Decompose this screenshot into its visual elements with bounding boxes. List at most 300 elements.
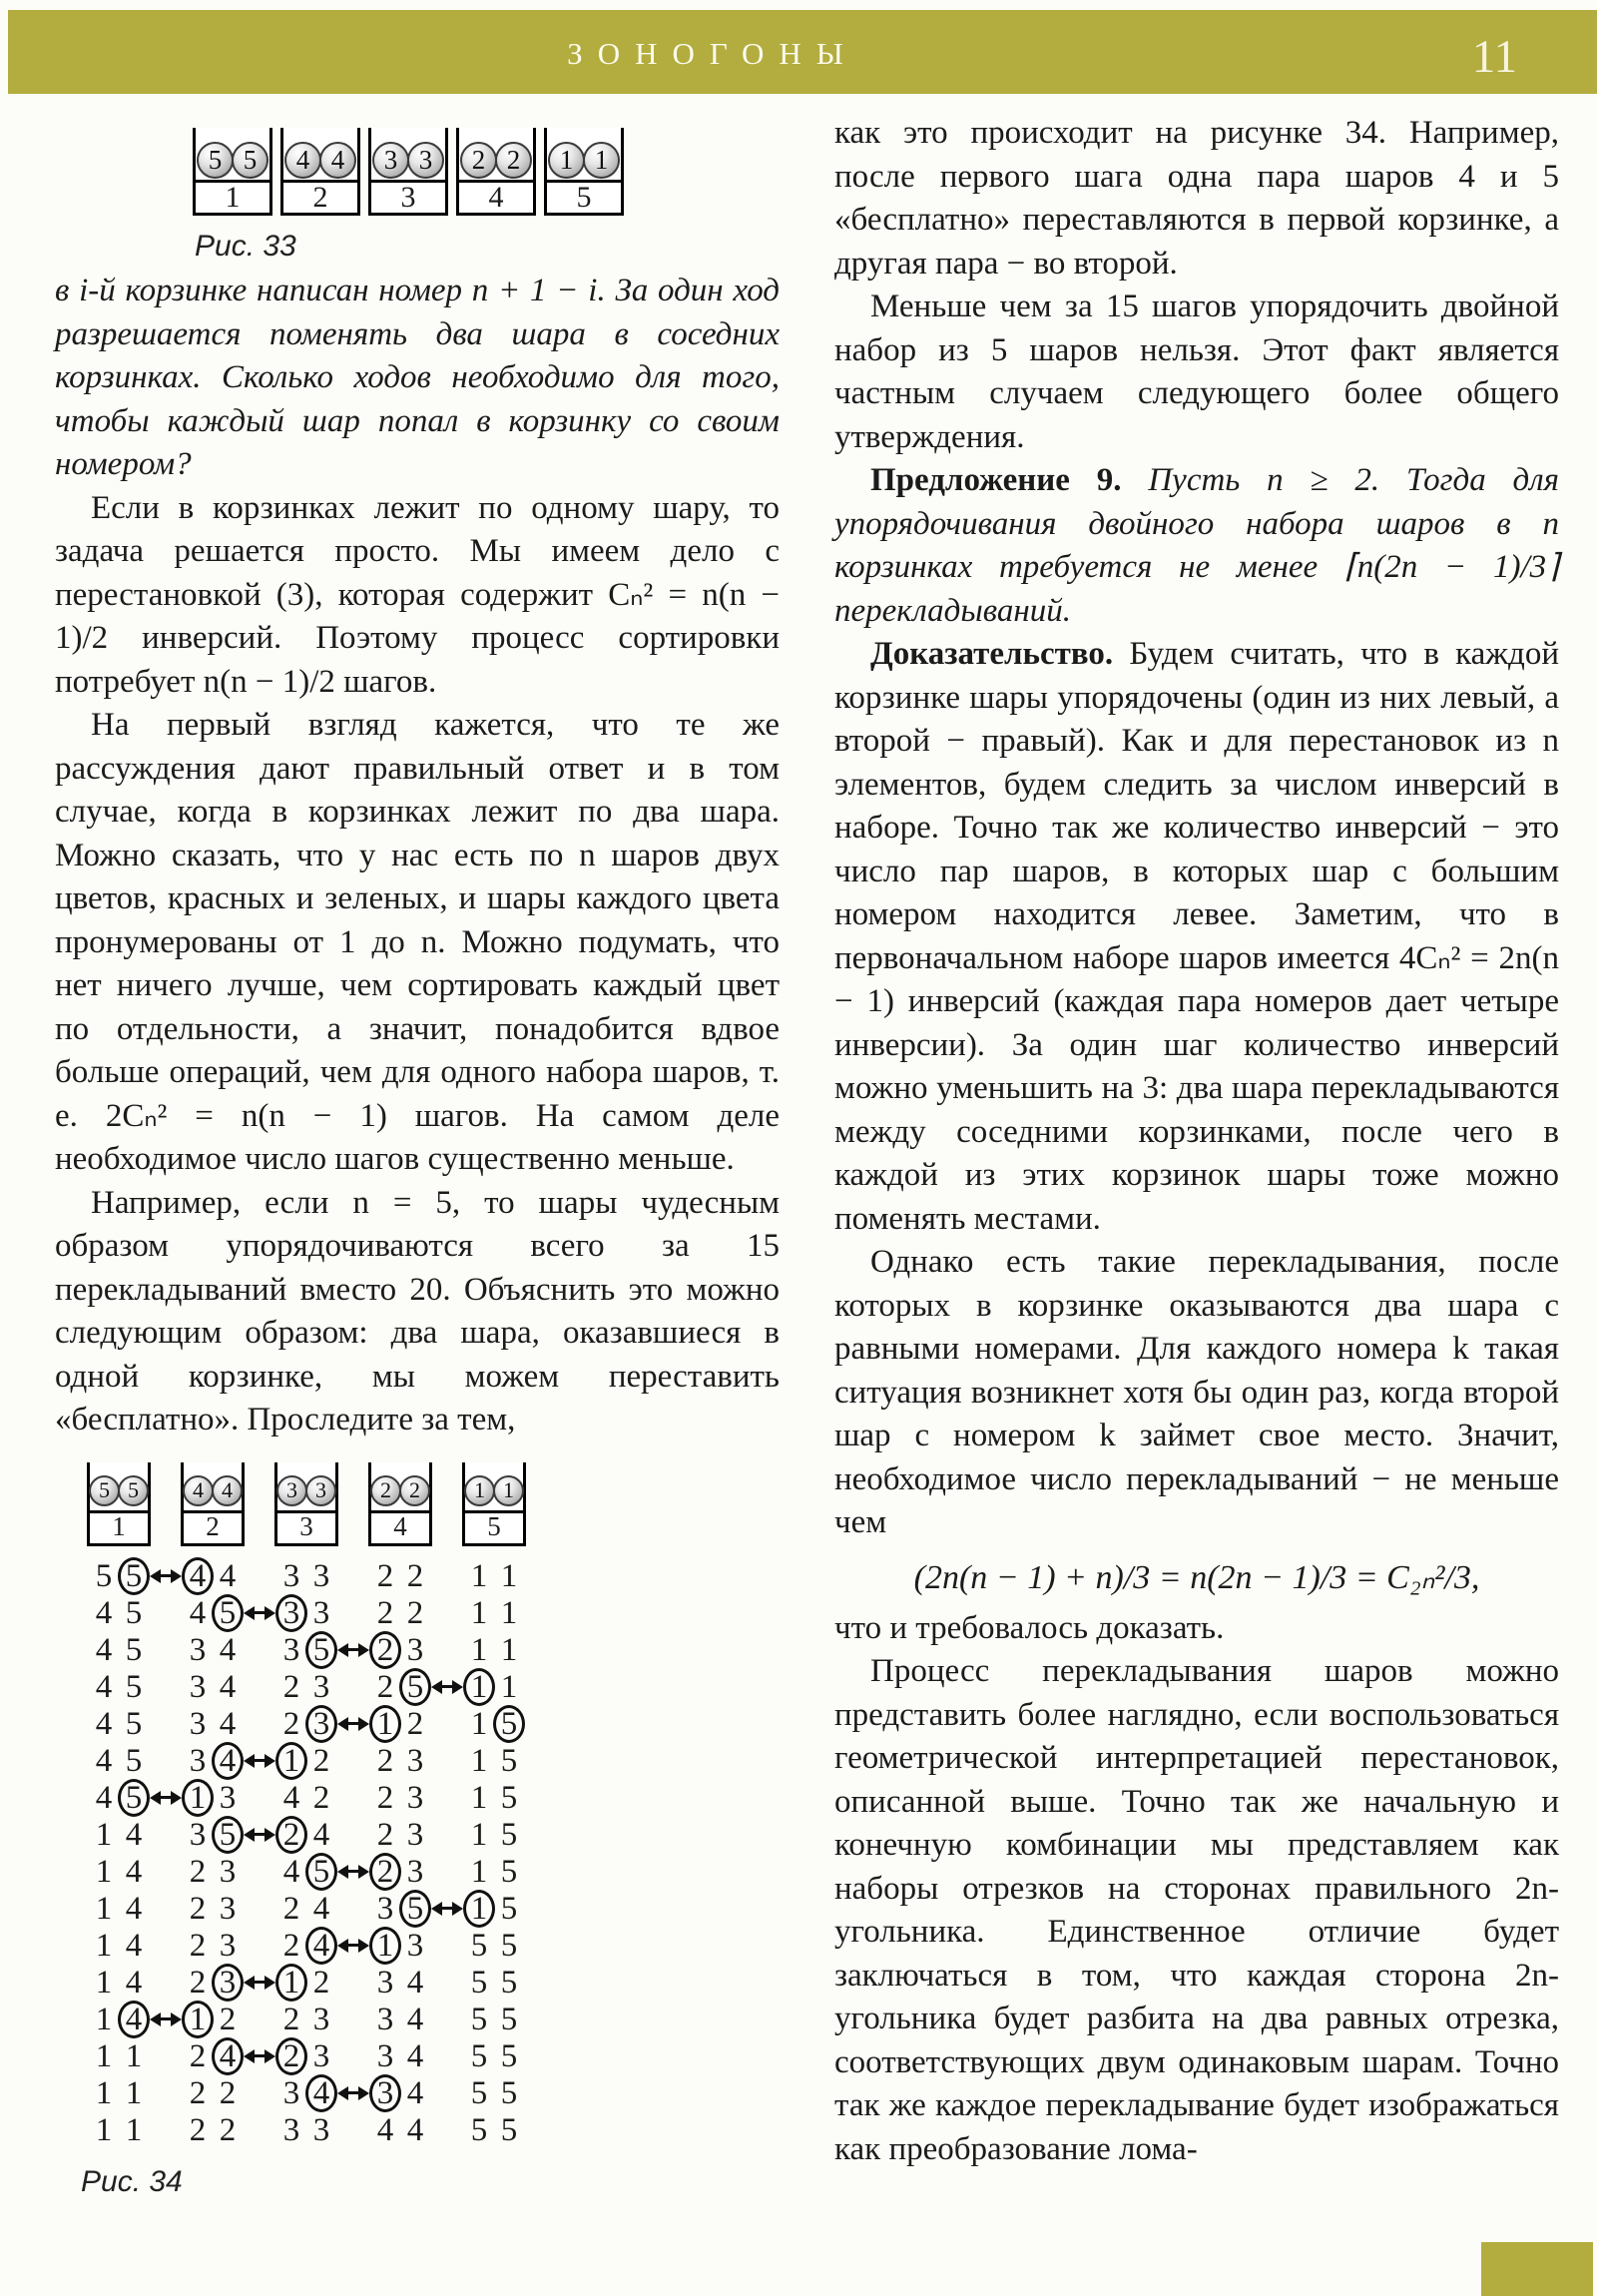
basket-balls [549, 142, 619, 179]
basket-balls [90, 1475, 148, 1506]
table-cell: 3 [219, 1890, 237, 1927]
table-cell: 1 [125, 2111, 143, 2148]
arrow-shaft [255, 1981, 265, 1985]
table-cell: 4 [406, 2074, 424, 2111]
table-cell: 1 [282, 1742, 300, 1779]
table-cell: 4 [406, 1964, 424, 2001]
table-cell: 1 [470, 1816, 488, 1853]
basket-label: 5 [576, 181, 592, 214]
basket-label: 4 [488, 181, 504, 214]
table-cell: 2 [406, 1705, 424, 1742]
arrow-shaft [161, 1574, 171, 1578]
table-cell: 5 [500, 2074, 518, 2111]
table-cell: 5 [125, 1631, 143, 1668]
table-row [79, 1965, 570, 2002]
arrow-head-left [431, 1680, 442, 1694]
table-cell: 1 [470, 1668, 488, 1705]
table-cell: 4 [95, 1631, 113, 1668]
table-cell: 1 [95, 2001, 113, 2037]
arrow-shaft [348, 2091, 358, 2095]
swap-arrow [244, 1753, 275, 1769]
ball: 5 [118, 1475, 149, 1506]
arrow-head-right [171, 1569, 182, 1583]
table-cell: 2 [376, 1557, 394, 1594]
table-cell: 5 [470, 2001, 488, 2037]
basket-label: 4 [393, 1510, 407, 1541]
table-cell: 1 [95, 2037, 113, 2074]
table-cell: 3 [376, 2001, 394, 2037]
table-cell: 2 [406, 1594, 424, 1631]
table-cell: 5 [470, 2074, 488, 2111]
table-cell: 3 [282, 1557, 300, 1594]
table-cell: 1 [95, 1927, 113, 1964]
table-cell: 2 [406, 1557, 424, 1594]
table-cell: 4 [95, 1594, 113, 1631]
figure-33-caption: Рис. 33 [195, 230, 296, 263]
table-row [79, 1928, 570, 1965]
table-cell: 4 [219, 1742, 237, 1779]
table-cell: 1 [500, 1631, 518, 1668]
table-cell: 1 [500, 1557, 518, 1594]
basket [181, 1462, 245, 1546]
table-cell: 2 [189, 2111, 207, 2148]
ball: 1 [493, 1475, 524, 1506]
table-cell: 2 [282, 2037, 300, 2074]
ball: 4 [212, 1475, 243, 1506]
table-cell: 3 [189, 1705, 207, 1742]
table-cell: 2 [282, 1890, 300, 1927]
arrow-shaft [255, 2054, 265, 2058]
basket [280, 128, 360, 216]
table-row [79, 2002, 570, 2038]
basket-balls [465, 1475, 523, 1506]
paragraph: Если в корзинках лежит по одному шару, то задача решается просто. Мы имеем дело с перестановкой (3), которая содержит Cₙ² = n(n − 1)/2 инверсий. Поэтому процесс сортировки потребует n(n − 1)/2 шагов. [55, 489, 780, 700]
figure-33-baskets [193, 128, 780, 216]
table-cell: 5 [125, 1594, 143, 1631]
arrow-head-left [150, 1569, 161, 1583]
table-cell: 4 [282, 1779, 300, 1816]
table-cell: 4 [312, 2074, 330, 2111]
basket-label: 3 [299, 1510, 313, 1541]
table-cell: 5 [406, 1668, 424, 1705]
ball: 2 [460, 142, 497, 179]
table-cell: 5 [219, 1594, 237, 1631]
basket-balls [461, 142, 531, 179]
table-cell: 3 [376, 2037, 394, 2074]
table-cell: 3 [189, 1631, 207, 1668]
table-cell: 3 [312, 1594, 330, 1631]
ball: 3 [407, 142, 444, 179]
arrow-head-right [452, 1680, 463, 1694]
basket [368, 128, 448, 216]
table-cell: 5 [500, 1890, 518, 1927]
basket-label: 2 [312, 181, 328, 214]
basket-label: 5 [487, 1510, 501, 1541]
table-cell: 4 [95, 1779, 113, 1816]
table-cell: 1 [470, 1890, 488, 1927]
left-column [55, 112, 780, 2199]
ball: 4 [319, 142, 356, 179]
swap-arrow [244, 1975, 275, 1991]
table-cell: 3 [376, 2074, 394, 2111]
table-cell: 2 [189, 1853, 207, 1890]
table-cell: 3 [406, 1816, 424, 1853]
ball: 3 [372, 142, 409, 179]
table-cell: 4 [219, 1631, 237, 1668]
arrow-shaft [161, 2017, 171, 2021]
arrow-head-right [358, 2086, 369, 2100]
table-cell: 5 [500, 1742, 518, 1779]
table-cell: 3 [406, 1631, 424, 1668]
corner-decoration-square [1481, 2242, 1593, 2296]
table-cell: 1 [470, 1779, 488, 1816]
figure-34-baskets [87, 1462, 570, 1546]
table-cell: 5 [312, 1853, 330, 1890]
table-cell: 4 [406, 2037, 424, 2074]
basket-balls [277, 1475, 335, 1506]
table-cell: 5 [470, 2037, 488, 2074]
swap-arrow [150, 1568, 182, 1584]
swap-arrow [431, 1679, 463, 1695]
swap-arrow [431, 1901, 463, 1917]
table-cell: 5 [312, 1631, 330, 1668]
figure-34 [71, 1462, 570, 2199]
paragraph: в i-й корзинке написан номер n + 1 − i. За один ход разрешается поменять два шара в соседних корзинках. Сколько ходов необходимо для того, чтобы каждый шар попал в корзинку со своим номером? [55, 273, 780, 482]
table-cell: 4 [125, 1853, 143, 1890]
ball: 2 [495, 142, 532, 179]
arrow-head-left [244, 1976, 255, 1990]
table-cell: 3 [219, 1964, 237, 2001]
table-cell: 5 [219, 1816, 237, 1853]
table-cell: 5 [125, 1705, 143, 1742]
swap-arrow [244, 1605, 275, 1621]
table-cell: 1 [470, 1557, 488, 1594]
table-row [79, 2112, 570, 2149]
table-row [79, 1743, 570, 1780]
figure-34-caption: Рис. 34 [81, 2164, 183, 2198]
swap-arrow [337, 1938, 369, 1954]
arrow-head-left [337, 1643, 348, 1657]
arrow-head-right [358, 1865, 369, 1879]
table-cell: 4 [312, 1890, 330, 1927]
table-cell: 3 [189, 1742, 207, 1779]
table-cell: 5 [125, 1557, 143, 1594]
swap-arrow [337, 1716, 369, 1732]
table-cell: 4 [95, 1705, 113, 1742]
arrow-head-right [171, 2012, 182, 2026]
paragraph: На первый взгляд кажется, что те же рассуждения дают правильный ответ и в том случае, когда в корзинках лежит по два шара. Можно сказать, что у нас есть по n шаров двух цветов, красных и зеленых, и шары каждого цвета пронумерованы от 1 до n. Можно подумать, что нет ничего лучше, чем сортировать каждый цвет по отдельности, а значит, понадобится вдвое больше операций, чем для одного набора шаров, т. е. 2Cₙ² = n(n − 1) шагов. На самом деле необходимое число шагов существенно меньше. [55, 707, 780, 1177]
table-cell: 4 [95, 1668, 113, 1705]
arrow-shaft [442, 1907, 452, 1911]
table-cell: 4 [125, 1964, 143, 2001]
swap-arrow [337, 1864, 369, 1880]
arrow-head-right [265, 1976, 275, 1990]
figure-33 [193, 128, 780, 216]
table-cell: 2 [376, 1853, 394, 1890]
table-cell: 1 [470, 1594, 488, 1631]
arrow-head-right [265, 1828, 275, 1842]
swap-table [79, 1558, 570, 2149]
table-cell: 2 [376, 1594, 394, 1631]
table-row [79, 1854, 570, 1891]
arrow-shaft [442, 1685, 452, 1689]
table-cell: 4 [189, 1557, 207, 1594]
paragraph-lead: Предложение 9. [870, 462, 1122, 498]
table-cell: 2 [219, 2001, 237, 2037]
arrow-head-left [150, 2012, 161, 2026]
table-cell: 3 [219, 1779, 237, 1816]
table-cell: 5 [125, 1779, 143, 1816]
left-column-text [55, 270, 780, 1442]
paragraph: что и требовалось доказать. [834, 1609, 1225, 1646]
table-cell: 3 [376, 1890, 394, 1927]
table-cell: 5 [470, 1927, 488, 1964]
table-cell: 3 [376, 1964, 394, 2001]
arrow-head-left [150, 1791, 161, 1805]
table-row [79, 2075, 570, 2112]
ball: 1 [464, 1475, 495, 1506]
paragraph-lead: Доказательство. [870, 636, 1114, 672]
table-cell: 3 [312, 1705, 330, 1742]
header-band [8, 10, 1597, 94]
basket [462, 1462, 526, 1546]
table-cell: 1 [500, 1668, 518, 1705]
table-cell: 4 [125, 1816, 143, 1853]
ball: 2 [370, 1475, 401, 1506]
basket-label: 3 [400, 181, 416, 214]
basket [87, 1462, 151, 1546]
arrow-shaft [255, 1833, 265, 1837]
basket-label: 2 [206, 1510, 220, 1541]
table-cell: 3 [219, 1853, 237, 1890]
paragraph: Однако есть такие перекладывания, после которых в корзинке оказываются два шара с равными номерами. Для каждого номера k такая ситуация возникнет хотя бы один раз, когда второй шар с номером k займет свое место. Значит, необходимое число перекладываний − не меньше чем [834, 1244, 1559, 1540]
table-cell: 2 [282, 1927, 300, 1964]
table-cell: 3 [406, 1853, 424, 1890]
table-cell: 4 [189, 1594, 207, 1631]
table-cell: 4 [219, 1668, 237, 1705]
table-cell: 5 [500, 1816, 518, 1853]
table-cell: 5 [406, 1890, 424, 1927]
table-cell: 3 [312, 2111, 330, 2148]
arrow-head-left [337, 2086, 348, 2100]
table-cell: 1 [125, 2074, 143, 2111]
arrow-head-right [452, 1902, 463, 1916]
basket-balls [198, 142, 267, 179]
arrow-shaft [348, 1944, 358, 1948]
basket [368, 1462, 432, 1546]
table-row [79, 1632, 570, 1669]
table-cell: 1 [95, 2074, 113, 2111]
table-cell: 3 [189, 1816, 207, 1853]
table-cell: 4 [312, 1927, 330, 1964]
table-cell: 2 [189, 1927, 207, 1964]
table-cell: 5 [500, 2001, 518, 2037]
swap-arrow [244, 2048, 275, 2064]
arrow-head-right [265, 1606, 275, 1620]
table-cell: 1 [95, 1890, 113, 1927]
ball: 3 [276, 1475, 307, 1506]
basket-balls [184, 1475, 242, 1506]
table-cell: 3 [312, 1557, 330, 1594]
arrow-shaft [348, 1870, 358, 1874]
table-cell: 4 [219, 1705, 237, 1742]
table-row [79, 1669, 570, 1706]
table-cell: 2 [312, 1779, 330, 1816]
paragraph: Например, если n = 5, то шары чудесным образом упорядочиваются всего за 15 перекладываний вместо 20. Объяснить это можно следующим образом: два шара, оказавшиеся в одной корзинке, мы можем переставить «бесплатно». Проследите за тем, [55, 1184, 780, 1437]
table-cell: 4 [95, 1742, 113, 1779]
arrow-shaft [255, 1611, 265, 1615]
arrow-head-left [337, 1717, 348, 1731]
table-row [79, 1558, 570, 1595]
basket-label: 1 [225, 181, 241, 214]
ball: 5 [232, 142, 268, 179]
paragraph: Предложение 9. Пусть n ≥ 2. Тогда для упорядочивания двойного набора шаров в n корзинках требуется не менее ⌈n(2n − 1)/3⌉ перекладываний. [834, 462, 1559, 629]
table-cell: 1 [500, 1594, 518, 1631]
table-cell: 1 [470, 1631, 488, 1668]
basket [274, 1462, 338, 1546]
table-cell: 1 [95, 1816, 113, 1853]
arrow-shaft [255, 1759, 265, 1763]
basket [544, 128, 624, 216]
table-cell: 4 [219, 2037, 237, 2074]
table-cell: 2 [282, 1816, 300, 1853]
arrow-head-left [244, 1828, 255, 1842]
table-cell: 4 [312, 1816, 330, 1853]
paragraph: Процесс перекладывания шаров можно представить более наглядно, если воспользоваться геометрической интерпретацией перестановок, описанной выше. Точно так же начальную и конечную комбинации мы представляем как наборы отрезков на сторонах правильного 2n-угольника. Единственное отличие будет заключаться в том, что каждая сторона 2n-угольника будет разбита на два равных отрезка, соответствующих двум одинаковым шарам. Точно так же каждое перекладывание будет изображаться как преобразование лома- [834, 1653, 1559, 2167]
display-formula: (2n(n − 1) + n)/3 = n(2n − 1)/3 = C₂ₙ²/3, [913, 1558, 1480, 1596]
arrow-head-right [265, 1754, 275, 1768]
table-cell: 1 [189, 2001, 207, 2037]
table-cell: 3 [406, 1742, 424, 1779]
basket [456, 128, 536, 216]
basket-balls [371, 1475, 429, 1506]
right-column [834, 112, 1559, 2171]
table-cell: 4 [282, 1853, 300, 1890]
table-cell: 4 [406, 2111, 424, 2148]
basket-balls [285, 142, 355, 179]
swap-arrow [337, 2085, 369, 2101]
table-cell: 4 [125, 2001, 143, 2037]
page-title: ЗОНОГОНЫ [567, 36, 858, 71]
table-row [79, 1817, 570, 1854]
paragraph: Меньше чем за 15 шагов упорядочить двойной набор из 5 шаров нельзя. Этот факт является частным случаем следующего более общего утверждения. [834, 288, 1559, 455]
table-cell: 3 [282, 1631, 300, 1668]
table-cell: 2 [282, 1668, 300, 1705]
table-cell: 2 [312, 1742, 330, 1779]
arrow-head-right [358, 1643, 369, 1657]
ball: 4 [183, 1475, 214, 1506]
table-cell: 5 [470, 1964, 488, 2001]
ball: 5 [197, 142, 234, 179]
table-cell: 1 [95, 1964, 113, 2001]
ball: 1 [548, 142, 585, 179]
basket-label: 1 [112, 1510, 126, 1541]
arrow-head-left [337, 1939, 348, 1953]
table-row [79, 1595, 570, 1632]
table-cell: 1 [189, 1779, 207, 1816]
table-cell: 1 [376, 1705, 394, 1742]
table-cell: 5 [500, 2111, 518, 2148]
arrow-head-right [171, 1791, 182, 1805]
table-cell: 5 [95, 1557, 113, 1594]
arrow-shaft [348, 1648, 358, 1652]
table-cell: 3 [406, 1927, 424, 1964]
table-cell: 1 [470, 1705, 488, 1742]
table-cell: 3 [406, 1779, 424, 1816]
table-cell: 1 [95, 1853, 113, 1890]
basket-balls [373, 142, 443, 179]
table-cell: 2 [219, 2074, 237, 2111]
arrow-head-left [244, 1606, 255, 1620]
table-cell: 5 [125, 1668, 143, 1705]
ball: 5 [89, 1475, 120, 1506]
ball: 4 [284, 142, 321, 179]
table-cell: 5 [500, 1853, 518, 1890]
table-cell: 2 [376, 1779, 394, 1816]
swap-arrow [337, 1642, 369, 1658]
table-cell: 1 [282, 1964, 300, 2001]
ball: 3 [305, 1475, 336, 1506]
table-cell: 2 [189, 2074, 207, 2111]
swap-arrow [244, 1827, 275, 1843]
table-cell: 4 [376, 2111, 394, 2148]
table-cell: 2 [282, 1705, 300, 1742]
table-cell: 2 [189, 1890, 207, 1927]
table-cell: 2 [376, 1668, 394, 1705]
table-row [79, 2038, 570, 2075]
arrow-head-left [337, 1865, 348, 1879]
table-cell: 2 [312, 1964, 330, 2001]
table-cell: 5 [500, 1779, 518, 1816]
basket [193, 128, 272, 216]
table-cell: 3 [312, 2001, 330, 2037]
table-cell: 2 [189, 2037, 207, 2074]
table-cell: 5 [470, 2111, 488, 2148]
table-cell: 1 [125, 2037, 143, 2074]
table-cell: 2 [376, 1631, 394, 1668]
table-cell: 3 [189, 1668, 207, 1705]
swap-arrow [150, 1790, 182, 1806]
table-cell: 5 [125, 1742, 143, 1779]
table-cell: 4 [125, 1927, 143, 1964]
paragraph: Доказательство. Будем считать, что в каждой корзинке шары упорядочены (один из них левый, а второй − правый). Как и для перестановок из n элементов, будем следить за числом инверсий в наборе. Точно так же количество инверсий − это число пар шаров, в которых шар с большим номером находится левее. Заметим, что в первоначальном наборе шаров имеется 4Cₙ² = 2n(n − 1) инверсий (каждая пара номеров дает четыре инверсии). За один шаг количество инверсий можно уменьшить на 3: два шара перекладываются между соседними корзинками, после чего в каждой из этих корзинок шары тоже можно поменять местами. [834, 636, 1559, 1237]
swap-arrow [150, 2011, 182, 2027]
arrow-head-right [265, 2049, 275, 2063]
table-row [79, 1706, 570, 1743]
arrow-head-left [244, 2049, 255, 2063]
table-cell: 3 [312, 1668, 330, 1705]
arrow-head-right [358, 1717, 369, 1731]
table-cell: 2 [219, 2111, 237, 2148]
table-cell: 2 [376, 1816, 394, 1853]
arrow-shaft [161, 1796, 171, 1800]
table-cell: 2 [189, 1964, 207, 2001]
table-cell: 4 [125, 1890, 143, 1927]
table-cell: 1 [470, 1742, 488, 1779]
table-cell: 1 [376, 1927, 394, 1964]
right-column-text [834, 112, 1559, 2171]
paragraph: как это происходит на рисунке 34. Например, после первого шага одна пара шаров 4 и 5 «бесплатно» переставляются в первой корзинке, а другая пара − во второй. [834, 115, 1559, 282]
table-cell: 3 [282, 2111, 300, 2148]
table-cell: 2 [376, 1742, 394, 1779]
table-cell: 1 [95, 2111, 113, 2148]
page-number: 11 [1471, 31, 1517, 83]
table-cell: 3 [219, 1927, 237, 1964]
table-row [79, 1780, 570, 1817]
table-cell: 4 [219, 1557, 237, 1594]
arrow-head-right [358, 1939, 369, 1953]
table-cell: 1 [470, 1853, 488, 1890]
